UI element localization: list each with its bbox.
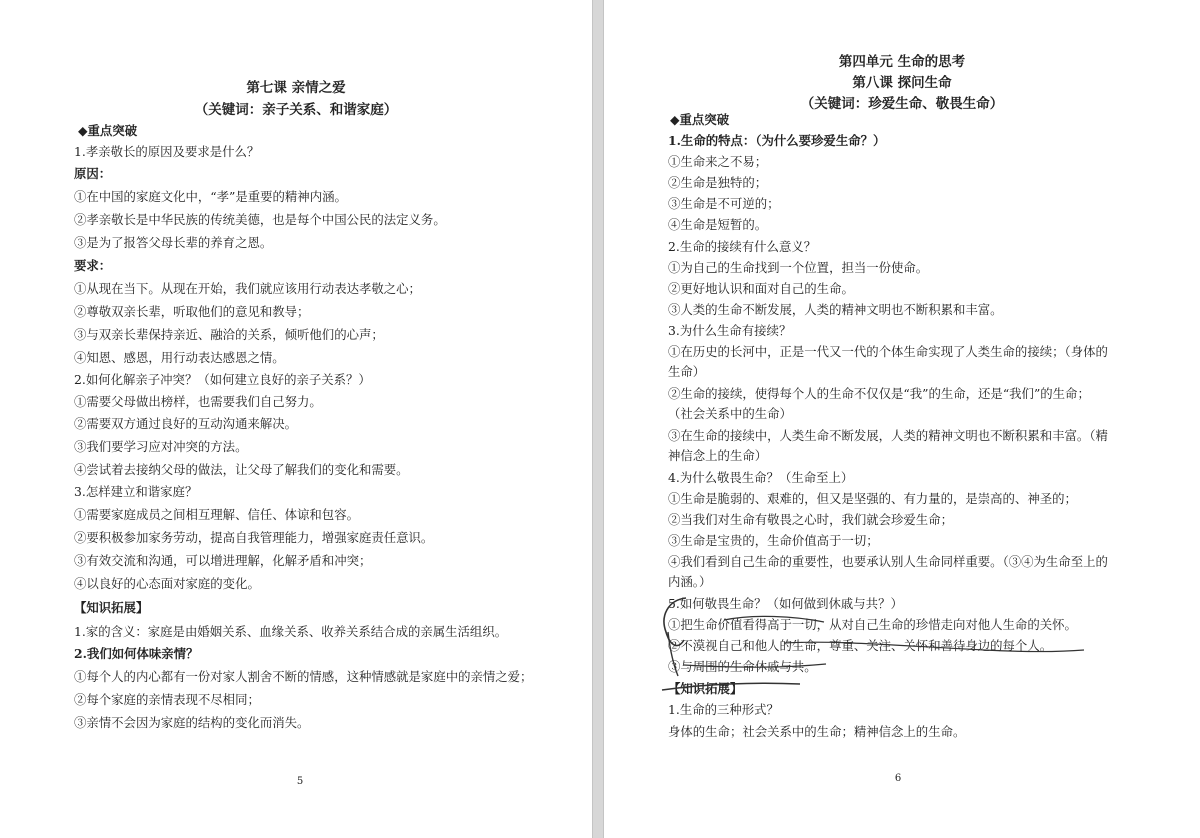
lesson-title: 第七课 亲情之爱	[246, 80, 346, 96]
text-line: 要求：	[74, 258, 112, 273]
text-line: ④生命是短暂的。	[668, 217, 768, 232]
page-number: 6	[894, 773, 902, 784]
text-line: 2.如何化解亲子冲突？（如何建立良好的亲子关系？）	[74, 372, 371, 387]
text-line: ①从现在当下。从现在开始，我们就应该用行动表达孝敬之心；	[74, 281, 421, 296]
text-line: 【知识拓展】	[668, 681, 743, 696]
unit-title: 第四单元 生命的思考	[838, 54, 966, 70]
text-line: ③与双亲长辈保持亲近、融洽的关系，倾听他们的心声；	[74, 327, 384, 342]
text-line: 5.如何敬畏生命？（如何做到休戚与共？）	[668, 596, 903, 611]
text-line: 1.生命的三种形式？	[668, 702, 779, 717]
text-line: 3.为什么生命有接续？	[668, 323, 792, 338]
page-gutter	[592, 0, 604, 838]
text-line: ③有效交流和沟通，可以增进理解，化解矛盾和冲突；	[74, 553, 372, 568]
text-line: （社会关系中的生命）	[668, 406, 792, 421]
text-line: ②生命的接续，使得每个人的生命不仅仅是“我”的生命，还是“我们”的生命；	[668, 386, 1090, 401]
document-page-left	[0, 0, 592, 838]
text-line: ①生命是脆弱的、艰难的，但又是坚强的、有力量的，是崇高的、神圣的；	[668, 491, 1077, 506]
text-line: ①在中国的家庭文化中，“孝”是重要的精神内涵。	[74, 189, 347, 204]
text-line: ③生命是不可逆的；	[668, 196, 780, 211]
text-line: ②当我们对生命有敬畏之心时，我们就会珍爱生命；	[668, 512, 953, 527]
text-line: 神信念上的生命）	[668, 448, 768, 463]
text-line: ④以良好的心态面对家庭的变化。	[74, 576, 260, 591]
text-line: ③生命是宝贵的，生命价值高于一切；	[668, 533, 879, 548]
text-line: 【知识拓展】	[74, 600, 149, 615]
lesson-title: 第八课 探问生命	[852, 75, 952, 91]
text-line: 1.家的含义：家庭是由婚姻关系、血缘关系、收养关系结合成的亲属生活组织。	[74, 624, 508, 639]
text-line: ③我们要学习应对冲突的方法。	[74, 439, 248, 454]
text-line: ②孝亲敬长是中华民族的传统美德，也是每个中国公民的法定义务。	[74, 212, 446, 227]
text-line: ④尝试着去接纳父母的做法，让父母了解我们的变化和需要。	[74, 462, 409, 477]
text-line: ①需要家庭成员之间相互理解、信任、体谅和包容。	[74, 507, 359, 522]
text-line: 1.孝亲敬长的原因及要求是什么？	[74, 144, 260, 159]
lesson-keywords: （关键词：亲子关系、和谐家庭）	[194, 102, 398, 118]
text-line: ①需要父母做出榜样，也需要我们自己努力。	[74, 394, 322, 409]
text-line: 3.怎样建立和谐家庭？	[74, 484, 198, 499]
text-line: 生命）	[668, 364, 706, 379]
text-line: 1.生命的特点：（为什么要珍爱生命？）	[668, 133, 886, 148]
text-line: ②需要双方通过良好的互动沟通来解决。	[74, 416, 298, 431]
text-line: 内涵。）	[668, 574, 712, 589]
section-heading: ◆重点突破	[670, 112, 730, 127]
text-line: ③人类的生命不断发展，人类的精神文明也不断积累和丰富。	[668, 302, 1003, 317]
text-line: ①在历史的长河中，正是一代又一代的个体生命实现了人类生命的接续；（身体的	[668, 344, 1108, 359]
text-line: ②更好地认识和面对自己的生命。	[668, 281, 854, 296]
text-line: ①把生命价值看得高于一切，从对自己生命的珍惜走向对他人生命的关怀。	[668, 617, 1077, 632]
text-line: 4.为什么敬畏生命？（生命至上）	[668, 470, 854, 485]
text-line: ②不漠视自己和他人的生命，尊重、关注、关怀和善待身边的每个人。	[668, 638, 1053, 653]
page-number: 5	[296, 776, 304, 787]
text-line: ④我们看到自己生命的重要性，也要承认别人生命同样重要。（③④为生命至上的	[668, 554, 1108, 569]
text-line: ①每个人的内心都有一份对家人割舍不断的情感，这种情感就是家庭中的亲情之爱；	[74, 669, 533, 684]
text-line: 2.我们如何体味亲情？	[74, 646, 199, 661]
text-line: 身体的生命；社会关系中的生命；精神信念上的生命。	[668, 724, 966, 739]
text-line: ②要积极参加家务劳动，提高自我管理能力，增强家庭责任意识。	[74, 530, 434, 545]
document-page-right	[604, 0, 1200, 838]
text-line: 原因：	[74, 166, 112, 181]
text-line: ③亲情不会因为家庭的结构的变化而消失。	[74, 715, 310, 730]
section-heading: ◆重点突破	[78, 123, 138, 138]
text-line: ②生命是独特的；	[668, 175, 768, 190]
text-line: ②每个家庭的亲情表现不尽相同；	[74, 692, 260, 707]
text-line: ①为自己的生命找到一个位置，担当一份使命。	[668, 260, 929, 275]
text-line: ③是为了报答父母长辈的养育之恩。	[74, 235, 273, 250]
text-line: 2.生命的接续有什么意义？	[668, 239, 817, 254]
text-line: ③在生命的接续中，人类生命不断发展，人类的精神文明也不断积累和丰富。（精	[668, 428, 1108, 443]
text-line: ②尊敬双亲长辈，听取他们的意见和教导；	[74, 304, 310, 319]
lesson-keywords: （关键词：珍爱生命、敬畏生命）	[800, 96, 1004, 112]
text-line: ③与周围的生命休戚与共。	[668, 659, 817, 674]
text-line: ④知恩、感恩，用行动表达感恩之情。	[74, 350, 285, 365]
text-line: ①生命来之不易；	[668, 154, 768, 169]
